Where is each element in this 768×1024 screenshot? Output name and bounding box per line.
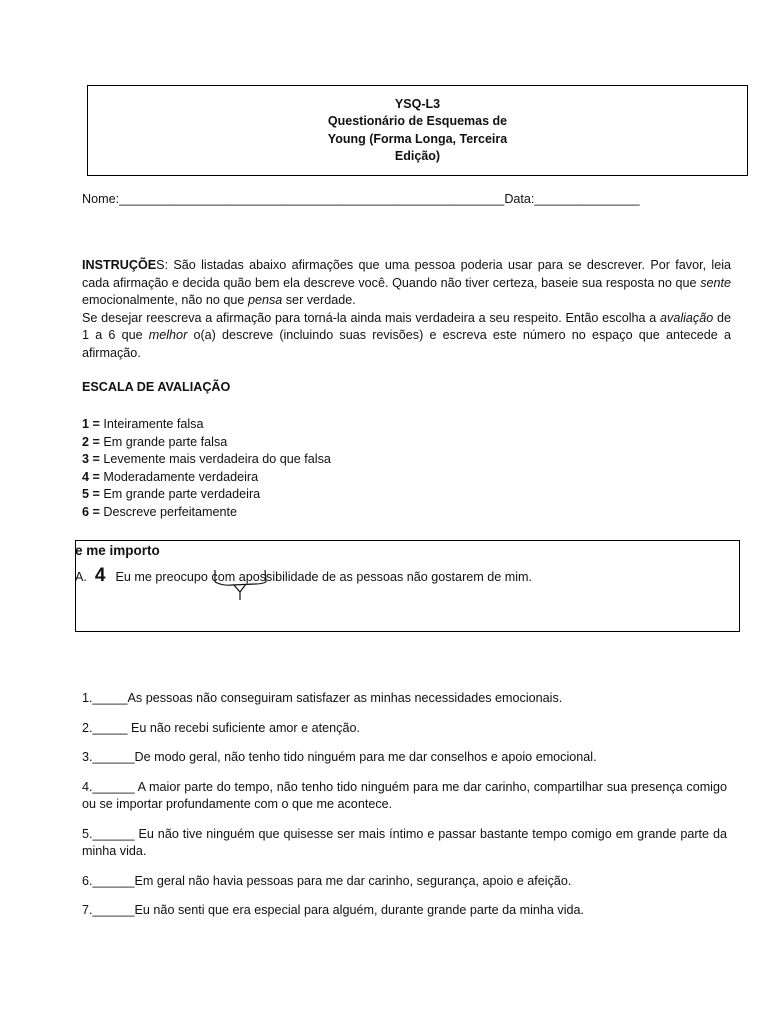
- instructions-label: INSTRUÇÕE: [82, 258, 157, 272]
- name-date-line: [82, 192, 732, 206]
- rating-scale: [82, 416, 331, 521]
- example-rating: 4: [94, 565, 106, 586]
- list-item[interactable]: 7.______Eu não senti que era especial para alguém, durante grande parte da minha vida.: [82, 903, 585, 917]
- scale-item: 4 = Moderadamente verdadeira: [82, 469, 259, 484]
- list-item[interactable]: 4.______ A maior parte do tempo, não tenho tido ninguém para me dar carinho, compartilhar sua presença comigo ou se importar profundamente com o que me acontece.: [82, 779, 727, 811]
- example-line: A. 4 Eu me preocup o com a possibilidade de as pessoas não gostarem de mim.: [75, 565, 533, 586]
- scale-item: 1 = Inteiramente falsa: [82, 417, 204, 431]
- name-field[interactable]: _______________________________________________________: [119, 192, 505, 206]
- questionnaire-title-line3: Edição): [394, 149, 441, 163]
- scale-item: 2 = Em grande parte falsa: [82, 434, 228, 449]
- questionnaire-items: [82, 690, 727, 932]
- example-revised-text: o com a: [200, 570, 246, 584]
- scale-heading: ESCALA DE AVALIAÇÃO: [82, 380, 231, 394]
- date-field[interactable]: _______________: [534, 192, 640, 206]
- list-item[interactable]: 1._____As pessoas não conseguiram satisfazer as minhas necessidades emocionais.: [82, 691, 563, 705]
- list-item[interactable]: 3.______De modo geral, não tenho tido ninguém para me dar conselhos e apoio emocional.: [82, 750, 597, 764]
- questionnaire-title-line2: Young (Forma Longa, Terceira: [327, 131, 508, 146]
- list-item[interactable]: 2._____ Eu não recebi suficiente amor e atenção.: [82, 720, 360, 735]
- example-heading: e me importo: [75, 543, 160, 558]
- scale-item: 5 = Em grande parte verdadeira: [82, 487, 261, 501]
- questionnaire-title-line1: Questionário de Esquemas de: [327, 114, 508, 128]
- list-item[interactable]: 5.______ Eu não tive ninguém que quisesse ser mais íntimo e passar bastante tempo comigo em grande parte da minha vida.: [82, 826, 727, 858]
- questionnaire-code: YSQ-L3: [394, 96, 441, 111]
- list-item[interactable]: 6.______Em geral não havia pessoas para me dar carinho, segurança, apoio e afeição.: [82, 873, 572, 888]
- name-label: Nome:: [82, 192, 120, 206]
- scale-item: 6 = Descreve perfeitamente: [82, 504, 238, 519]
- handwritten-edit-mark: [208, 566, 278, 604]
- instructions-paragraph-2: Se desejar reescreva a afirmação para torná-la ainda mais verdadeira a seu respeito. Então escolha a avaliação de 1 a 6 que melhor o(a) descreve (incluindo suas revisões) e escreva este número no espaço que antecede a afirmação.: [82, 310, 731, 360]
- date-label: Data:: [504, 192, 535, 206]
- title-box: [87, 85, 748, 176]
- instructions-paragraph-1: INSTRUÇÕES: São listadas abaixo afirmações que uma pessoa poderia usar para se descrever. Por favor, leia cada afirmação e decida quão bem ela descreve você. Quando não tiver certeza, baseie sua resposta no que sente emocionalmente, não no que pensa ser verdade.: [82, 258, 731, 307]
- example-letter: A.: [75, 570, 87, 584]
- instructions: [82, 257, 731, 362]
- scale-item: 3 = Levemente mais verdadeira do que falsa: [82, 452, 331, 466]
